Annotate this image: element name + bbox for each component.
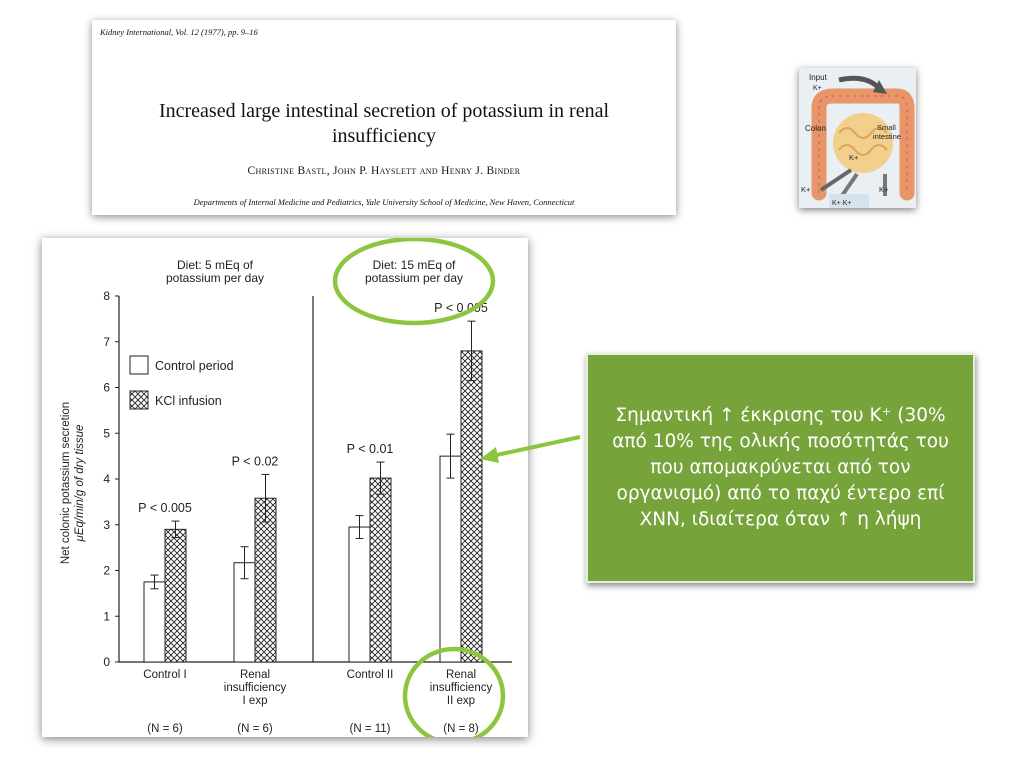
y-axis-units: μEq/min/g of dry tissue: [74, 424, 86, 542]
p-value-label: P < 0.01: [346, 442, 394, 457]
chart-figure: [42, 238, 528, 737]
thumb-k-left-label: K+: [801, 185, 811, 194]
y-tick-label: 5: [103, 426, 110, 441]
category-label: Control I: [143, 669, 187, 681]
p-value-label: P < 0.005: [434, 301, 488, 316]
bar-kcl-infusion: [255, 498, 276, 662]
y-tick-label: 0: [103, 655, 110, 669]
paper-authors: Christine Bastl, John P. Hayslett and Henry J. Binder: [247, 165, 521, 177]
category-label: insufficiency: [223, 682, 287, 694]
y-tick-label: 4: [103, 472, 110, 486]
thumb-k-right-label: K+: [879, 185, 889, 194]
legend-kcl-swatch: [130, 391, 148, 409]
paper-header: [92, 20, 676, 215]
sample-size-label: (N = 11): [349, 723, 391, 735]
thumb-k-mid-label: K+: [849, 153, 859, 162]
panel-title-line1: Diet: 15 mEq of: [372, 258, 456, 272]
panel-title-line1: Diet: 5 mEq of: [176, 258, 254, 272]
y-tick-label: 2: [103, 563, 110, 578]
panel-title-line2: potassium per day: [364, 271, 464, 285]
paper-title: [92, 99, 676, 149]
sample-size-label: (N = 6): [237, 723, 273, 735]
thumb-k-input-label: K+: [813, 85, 822, 92]
thumb-intestine-label: intestine: [873, 132, 901, 141]
category-label: II exp: [446, 695, 476, 707]
bar-kcl-infusion: [461, 351, 482, 662]
y-tick-label: 6: [103, 380, 110, 395]
paper-department: Departments of Internal Medicine and Pediatrics, Yale University School of Medicine, New Haven, Connecticut: [193, 197, 575, 207]
p-value-label: P < 0.005: [138, 501, 192, 516]
pointer-arrow-icon: [470, 425, 585, 470]
thumb-k-bottom-label: K+ K+: [832, 200, 852, 207]
thumb-colon-label: Colon: [805, 124, 826, 133]
bar-control-period: [349, 527, 370, 662]
panel-title-line2: potassium per day: [165, 271, 265, 285]
paper-title-line2: insufficiency: [331, 125, 437, 147]
journal-citation: Kidney International, Vol. 12 (1977), pp. 9–16: [100, 27, 258, 37]
thumb-input-label: Input: [809, 73, 827, 82]
sample-size-label: (N = 8): [443, 723, 479, 735]
category-label: Control II: [346, 669, 394, 681]
sample-size-label: (N = 6): [147, 723, 183, 735]
p-value-label: P < 0.02: [231, 454, 279, 469]
small-intestine-shape: [833, 113, 893, 173]
category-label: Renal: [445, 669, 477, 681]
category-label: insufficiency: [429, 682, 493, 694]
thumb-small-label: Small: [877, 123, 896, 132]
bar-control-period: [440, 456, 461, 662]
legend-control-label: Control period: [155, 359, 234, 373]
legend-control-swatch: [130, 356, 148, 374]
intestine-diagram: [799, 68, 916, 208]
bar-kcl-infusion: [165, 529, 186, 662]
y-tick-label: 3: [103, 517, 110, 532]
bar-kcl-infusion: [370, 478, 391, 662]
summary-callout: [586, 353, 975, 583]
y-axis-label: Net colonic potassium secretion: [60, 401, 72, 565]
category-label: Renal: [239, 669, 271, 681]
y-tick-label: 8: [103, 289, 110, 303]
bar-control-period: [144, 582, 165, 662]
legend-kcl-label: KCl infusion: [155, 394, 222, 408]
paper-title-line1: Increased large intestinal secretion of potassium in renal: [158, 100, 610, 122]
callout-text: Σημαντική ↑ έκκρισης του K⁺ (30% από 10% της ολικής ποσότητάς του που απομακρύνεται από τον οργανισμό) από το παχύ έντερο επί ΧΝΝ, ιδιαίτερα όταν ↑ η λήψη: [612, 405, 949, 530]
bar-chart: [42, 238, 528, 737]
category-label: I exp: [242, 695, 268, 707]
y-tick-label: 7: [103, 334, 110, 349]
y-tick-label: 1: [103, 609, 110, 624]
